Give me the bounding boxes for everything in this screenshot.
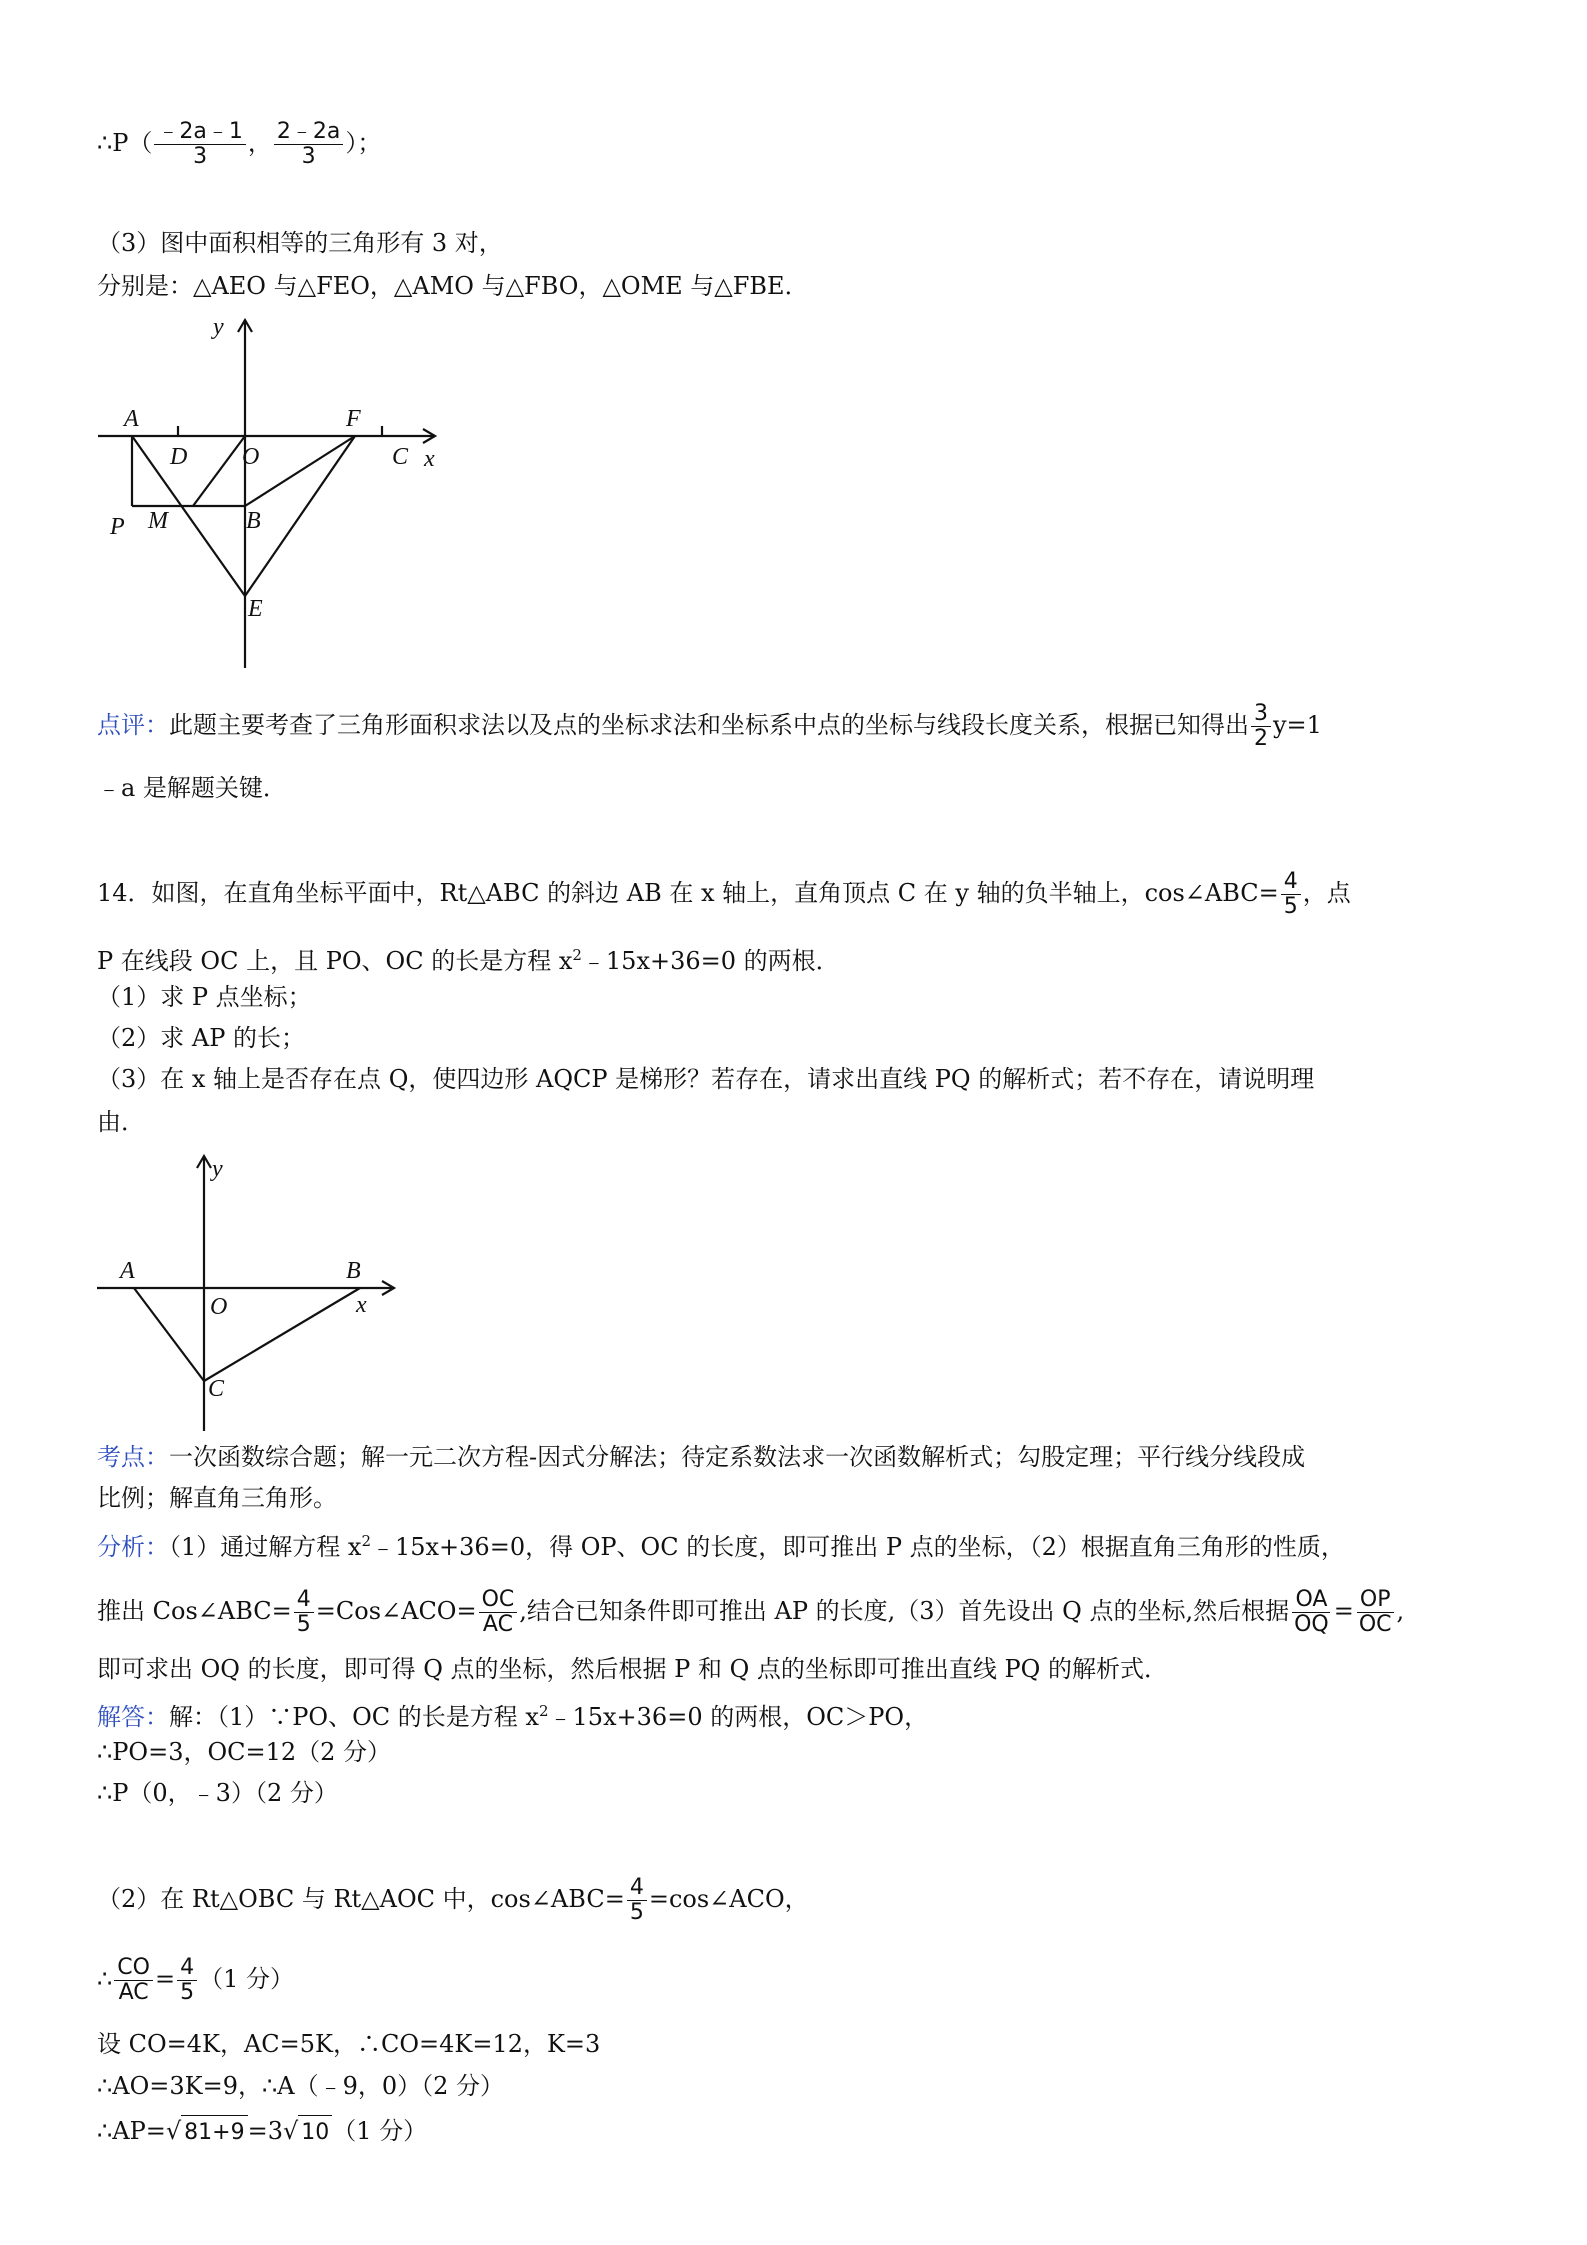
denominator: AC: [482, 1612, 513, 1637]
numerator: OC: [479, 1588, 518, 1613]
text: ）；: [345, 129, 382, 157]
denominator: 3: [193, 144, 208, 169]
denominator: 5: [629, 1900, 644, 1925]
figure-2: [92, 1146, 412, 1436]
fraction: [1291, 1588, 1332, 1637]
fig1-label-x: x: [424, 446, 435, 472]
fig1-label-f: F: [346, 406, 361, 432]
comment-label: 点评: [97, 711, 145, 739]
numerator: OA: [1292, 1588, 1330, 1613]
q14-sub-2: （2）求 AP 的长；: [97, 1024, 306, 1052]
answer-label: 解答: [97, 1703, 145, 1731]
text: ∴: [97, 1965, 113, 1993]
fig2-label-c: C: [208, 1376, 225, 1402]
fig2-label-a: A: [120, 1258, 135, 1284]
comment-colon: ：: [145, 711, 169, 739]
fig1-label-o: O: [242, 444, 260, 470]
answer-line-7: ∴AO=3K=9，∴A（﹣9，0）（2 分）: [97, 2072, 505, 2100]
numerator: CO: [114, 1956, 153, 1981]
fig2-label-o: O: [210, 1294, 228, 1320]
numerator: OP: [1357, 1588, 1394, 1613]
numerator: 4: [294, 1588, 314, 1613]
text: 14．如图，在直角坐标平面中，Rt△ABC 的斜边 AB 在 x 轴上，直角顶点 C 在 y 轴的负半轴上，cos∠ABC=: [97, 879, 1279, 907]
text: ∴AP=: [97, 2117, 166, 2145]
kaodian-label: 考点: [97, 1443, 145, 1471]
text: （2）在 Rt△OBC 与 Rt△AOC 中，cos∠ABC=: [97, 1885, 625, 1913]
fraction: [1251, 702, 1271, 751]
radical-sign: √: [282, 2117, 299, 2145]
text: ,结合已知条件即可推出 AP 的长度,（3）首先设出 Q 点的坐标,然后根据: [519, 1597, 1290, 1625]
fig1-label-c: C: [392, 444, 409, 470]
fig1-label-b: B: [246, 508, 261, 534]
denominator: 5: [180, 1980, 195, 2005]
comment-line: [97, 702, 1322, 751]
fig1-label-e: E: [248, 596, 263, 622]
q14-line-1: [97, 870, 1351, 919]
fig1-label-m: M: [148, 508, 168, 534]
fraction: [627, 1876, 647, 1925]
kaodian-line: [97, 1440, 1305, 1474]
fraction: [154, 120, 245, 169]
part3-line: （3）图中面积相等的三角形有 3 对，: [97, 229, 503, 257]
text: P 在线段 OC 上，且 PO、OC 的长是方程 x: [97, 947, 573, 975]
text: ∴P（: [97, 129, 153, 157]
fig1-label-p: P: [110, 514, 125, 540]
answer-colon: ：: [145, 1703, 169, 1731]
answer-line-1: [97, 1694, 928, 1734]
answer-line-2: ∴PO=3，OC=12（2 分）: [97, 1738, 392, 1766]
text: 解：（1）∵PO、OC 的长是方程 x: [169, 1703, 539, 1731]
denominator: 5: [1283, 894, 1298, 919]
comment-text: 此题主要考查了三角形面积求法以及点的坐标求法和坐标系中点的坐标与线段长度关系，根据已知得出: [169, 711, 1249, 739]
numerator: 4: [1281, 870, 1301, 895]
kaodian-line-2: 比例；解直角三角形。: [97, 1484, 337, 1512]
numerator: ﹣2a﹣1: [154, 120, 245, 145]
text: （1）通过解方程 x: [169, 1533, 362, 1561]
numerator: 3: [1251, 702, 1271, 727]
denominator: 3: [301, 144, 316, 169]
superscript: 2: [361, 1532, 371, 1550]
kaodian-text: 一次函数综合题；解一元二次方程-因式分解法；待定系数法求一次函数解析式；勾股定理；平行线分线段成: [169, 1443, 1306, 1471]
kaodian-colon: ：: [145, 1443, 169, 1471]
fig2-label-y: y: [212, 1156, 223, 1182]
denominator: AC: [118, 1980, 149, 2005]
analysis-line-1: [97, 1524, 1345, 1564]
text: =3: [247, 2117, 283, 2145]
text: 推出 Cos∠ABC=: [97, 1597, 292, 1625]
fraction: [114, 1956, 153, 2005]
numerator: 4: [627, 1876, 647, 1901]
text: （1 分）: [199, 1965, 294, 1993]
fig2-label-x: x: [356, 1292, 367, 1318]
fraction: [479, 1588, 518, 1637]
text: ,: [1396, 1597, 1405, 1625]
q14-sub-3: （3）在 x 轴上是否存在点 Q，使四边形 AQCP 是梯形？若存在，请求出直线 PQ 的解析式；若不存在，请说明理: [97, 1065, 1315, 1093]
text: ﹣15x+36=0，得 OP、OC 的长度，即可推出 P 点的坐标，（2）根据直角三角形的性质，: [370, 1533, 1345, 1561]
denominator: OC: [1358, 1612, 1392, 1637]
fig1-label-a: A: [124, 406, 139, 432]
numerator: 4: [177, 1956, 197, 1981]
radicand: 10: [298, 2115, 332, 2150]
fraction: [177, 1956, 197, 2005]
point-p-line: [97, 120, 381, 169]
text: （1 分）: [332, 2117, 428, 2145]
text: =Cos∠ACO=: [315, 1597, 477, 1625]
denominator: OQ: [1294, 1612, 1329, 1637]
answer-line-8: [97, 2114, 427, 2150]
fig1-label-y: y: [213, 314, 224, 340]
q14-sub-3-cont: 由．: [97, 1108, 145, 1136]
text: =cos∠ACO，: [648, 1885, 809, 1913]
answer-line-5: [97, 1956, 294, 2005]
q14-sub-1: （1）求 P 点坐标；: [97, 983, 312, 1011]
denominator: 2: [1254, 726, 1268, 751]
text: ﹣15x+36=0 的两根．: [581, 947, 840, 975]
text: ，点: [1302, 879, 1351, 907]
numerator: 2﹣2a: [274, 120, 343, 145]
fig1-label-d: D: [170, 444, 188, 470]
fraction: [274, 120, 343, 169]
analysis-line-3: 即可求出 OQ 的长度，即可得 Q 点的坐标，然后根据 P 和 Q 点的坐标即可推出直线 PQ 的解析式．: [97, 1655, 1168, 1683]
text: =: [154, 1965, 176, 1993]
radical-sign: √: [165, 2117, 182, 2145]
answer-line-3: ∴P（0，﹣3）（2 分）: [97, 1779, 338, 1807]
figure-1: [90, 308, 450, 673]
text: ，: [247, 129, 272, 157]
superscript: 2: [572, 946, 582, 964]
fraction: [294, 1588, 314, 1637]
triangle-pairs-line: 分别是：△AEO 与△FEO，△AMO 与△FBO，△OME 与△FBE．: [97, 272, 809, 300]
superscript: 2: [538, 1702, 549, 1720]
answer-line-4: [97, 1876, 809, 1925]
answer-line-6: 设 CO=4K，AC=5K，∴CO=4K=12，K=3: [97, 2030, 601, 2058]
denominator: 5: [296, 1612, 311, 1637]
q14-line-2: [97, 938, 840, 978]
fraction: [1356, 1588, 1395, 1637]
fraction: [1281, 870, 1301, 919]
analysis-line-2: [97, 1588, 1404, 1637]
analysis-colon: ：: [145, 1533, 169, 1561]
analysis-label: 分析: [97, 1533, 145, 1561]
radicand: 81+9: [181, 2115, 247, 2150]
text: ﹣15x+36=0 的两根，OC＞PO，: [548, 1703, 929, 1731]
fig2-label-b: B: [346, 1258, 361, 1284]
text: =: [1333, 1597, 1354, 1625]
comment-tail: y=1: [1273, 711, 1322, 739]
comment-line-2: ﹣a 是解题关键．: [97, 774, 287, 802]
